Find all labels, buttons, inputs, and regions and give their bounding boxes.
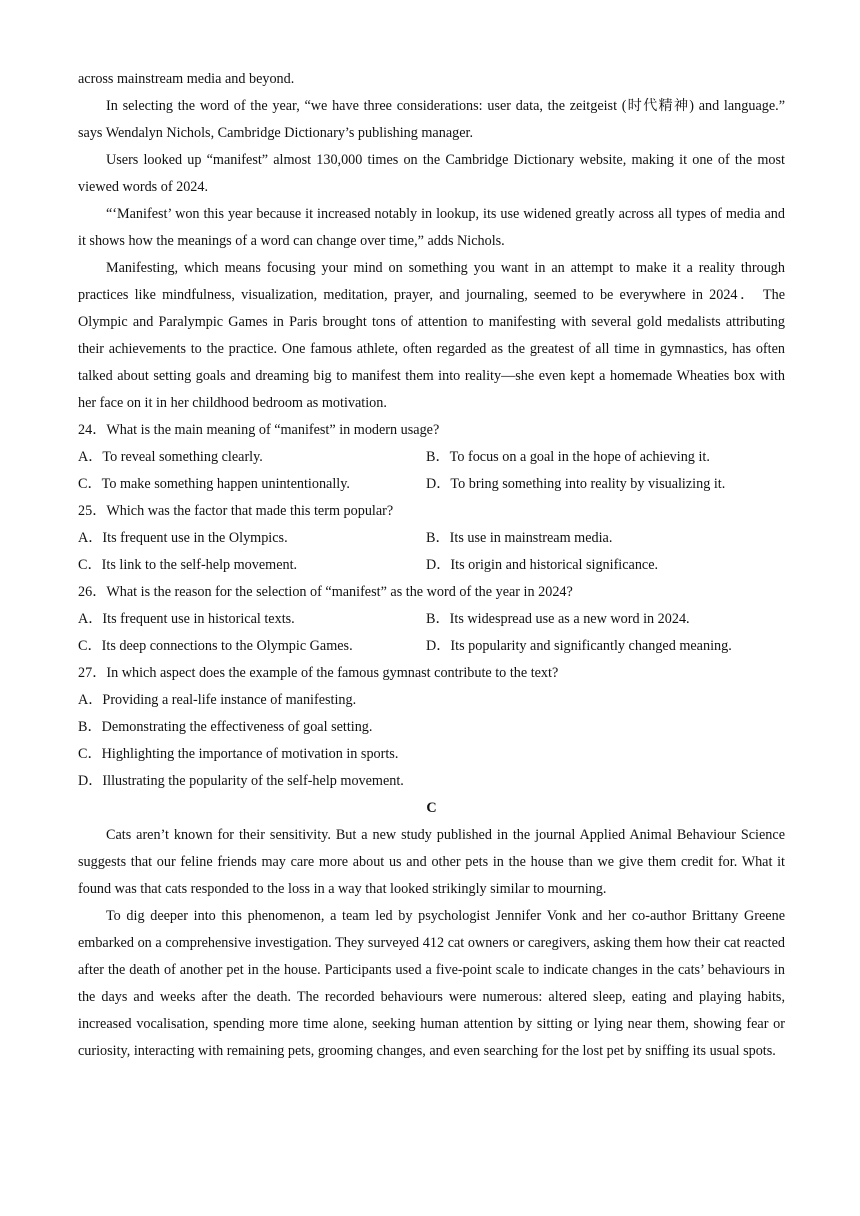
option-a: A．Its frequent use in historical texts. bbox=[78, 611, 295, 627]
option-d: D．To bring something into reality by visualizing it. bbox=[426, 476, 726, 492]
option-d: D．Illustrating the popularity of the self-help movement. bbox=[78, 773, 404, 789]
option-b: B．Its use in mainstream media. bbox=[426, 530, 613, 546]
question-options bbox=[78, 525, 785, 579]
option-c: C．Its link to the self-help movement. bbox=[78, 557, 298, 573]
option-a: A．Providing a real-life instance of manifesting. bbox=[78, 692, 357, 708]
question-stem: 24．What is the main meaning of “manifest” in modern usage? bbox=[78, 422, 440, 438]
question-options bbox=[78, 606, 785, 660]
passage-paragraph: To dig deeper into this phenomenon, a team led by psychologist Jennifer Vonk and her co-author Brittany Greene embarked on a comprehensive investigation. They surveyed 412 cat owners or caregivers, asking them how their cat reacted after the death of another pet in the house. Participants used a five-point scale to indicate changes in the cats’ behaviours in the days and weeks after the death. The recorded behaviours were numerous: altered sleep, eating and playing habits, increased vocalisation, spending more time alone, seeking human attention by sitting or lying near them, showing fear or curiosity, interacting with remaining pets, grooming changes, and even searching for the lost pet by sniffing its usual spots. bbox=[78, 908, 785, 1059]
passage-paragraph: Cats aren’t known for their sensitivity. But a new study published in the journal Applied Animal Behaviour Science suggests that our feline friends may care more about us and other pets in the house than we give them credit for. What it found was that cats responded to the loss in a way that looked strikingly similar to mourning. bbox=[78, 827, 785, 897]
question-26 bbox=[78, 579, 785, 660]
question-27 bbox=[78, 660, 785, 795]
option-a: A．To reveal something clearly. bbox=[78, 449, 263, 465]
option-a: A．Its frequent use in the Olympics. bbox=[78, 530, 288, 546]
option-b: B．Its widespread use as a new word in 2024. bbox=[426, 611, 690, 627]
section-c-title: C bbox=[426, 800, 437, 816]
option-c: C．Highlighting the importance of motivation in sports. bbox=[78, 746, 399, 762]
option-b: B．To focus on a goal in the hope of achieving it. bbox=[426, 449, 710, 465]
question-24 bbox=[78, 417, 785, 498]
question-stem: 25．Which was the factor that made this term popular? bbox=[78, 503, 394, 519]
question-stem: 27．In which aspect does the example of the famous gymnast contribute to the text? bbox=[78, 665, 559, 681]
passage-paragraph: “‘Manifest’ won this year because it increased notably in lookup, its use widened greatly across all types of media and it shows how the meanings of a word can change over time,” adds Nichols. bbox=[78, 206, 785, 249]
question-stem: 26．What is the reason for the selection of “manifest” as the word of the year in 2024? bbox=[78, 584, 573, 600]
passage-paragraph: across mainstream media and beyond. bbox=[78, 71, 295, 87]
passage-paragraph: In selecting the word of the year, “we have three considerations: user data, the zeitgeist (时代精神) and language.” says Wendalyn Nichols, Cambridge Dictionary’s publishing manager. bbox=[78, 98, 785, 141]
option-d: D．Its origin and historical significance. bbox=[426, 557, 659, 573]
option-d: D．Its popularity and significantly changed meaning. bbox=[426, 638, 732, 654]
passage-paragraph: Manifesting, which means focusing your mind on something you want in an attempt to make it a reality through practices like mindfulness, visualization, meditation, prayer, and journaling, seemed to be everywhere in 2024． The Olympic and Paralympic Games in Paris brought tons of attention to manifesting with several gold medalists attributing their achievements to the practice. One famous athlete, often regarded as the greatest of all time in gymnastics, has often talked about setting goals and dreaming big to manifest them into reality—she even kept a homemade Wheaties box with her face on it in her childhood bedroom as motivation. bbox=[78, 260, 785, 411]
passage-paragraph: Users looked up “manifest” almost 130,000 times on the Cambridge Dictionary website, making it one of the most viewed words of 2024. bbox=[78, 152, 785, 195]
option-b: B．Demonstrating the effectiveness of goal setting. bbox=[78, 719, 373, 735]
document-page bbox=[78, 66, 785, 1065]
option-c: C．To make something happen unintentionally. bbox=[78, 476, 350, 492]
question-25 bbox=[78, 498, 785, 579]
option-c: C．Its deep connections to the Olympic Games. bbox=[78, 638, 353, 654]
question-options bbox=[78, 444, 785, 498]
